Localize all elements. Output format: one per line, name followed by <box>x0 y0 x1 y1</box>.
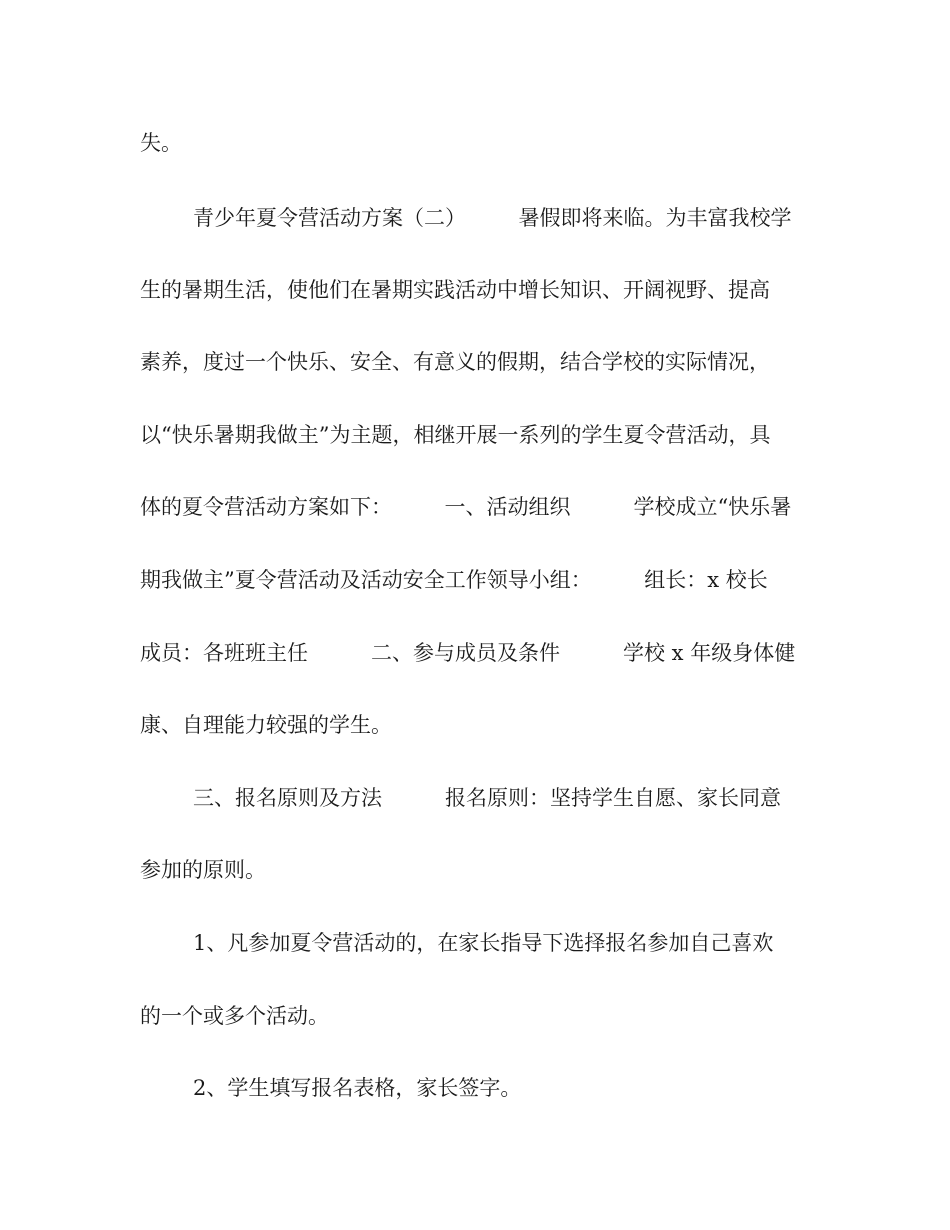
text-line-12: 1、凡参加夏令营活动的，在家长指导下选择报名参加自己喜欢 <box>193 931 774 955</box>
text-line-7: 期我做主”夏令营活动及活动安全工作领导小组： 组长：x 校长 <box>140 568 768 592</box>
text-line-2: 青少年夏令营活动方案（二） 暑假即将来临。为丰富我校学 <box>193 206 792 230</box>
text-line-10: 三、报名原则及方法 报名原则：坚持学生自愿、家长同意 <box>193 786 781 810</box>
text-line-9: 康、自理能力较强的学生。 <box>140 713 392 737</box>
text-line-5: 以“快乐暑期我做主”为主题，相继开展一系列的学生夏令营活动，具 <box>140 423 771 447</box>
text-line-6: 体的夏令营活动方案如下： 一、活动组织 学校成立“快乐暑 <box>140 495 792 519</box>
text-line-14: 2、学生填写报名表格，家长签字。 <box>193 1076 522 1100</box>
text-line-8: 成员：各班班主任 二、参与成员及条件 学校 x 年级身体健 <box>140 641 796 665</box>
text-line-4: 素养，度过一个快乐、安全、有意义的假期，结合学校的实际情况， <box>140 350 770 374</box>
text-line-11: 参加的原则。 <box>140 858 266 882</box>
text-line-13: 的一个或多个活动。 <box>140 1004 329 1028</box>
text-line-1: 失。 <box>140 131 182 155</box>
text-line-3: 生的暑期生活，使他们在暑期实践活动中增长知识、开阔视野、提高 <box>140 278 770 302</box>
